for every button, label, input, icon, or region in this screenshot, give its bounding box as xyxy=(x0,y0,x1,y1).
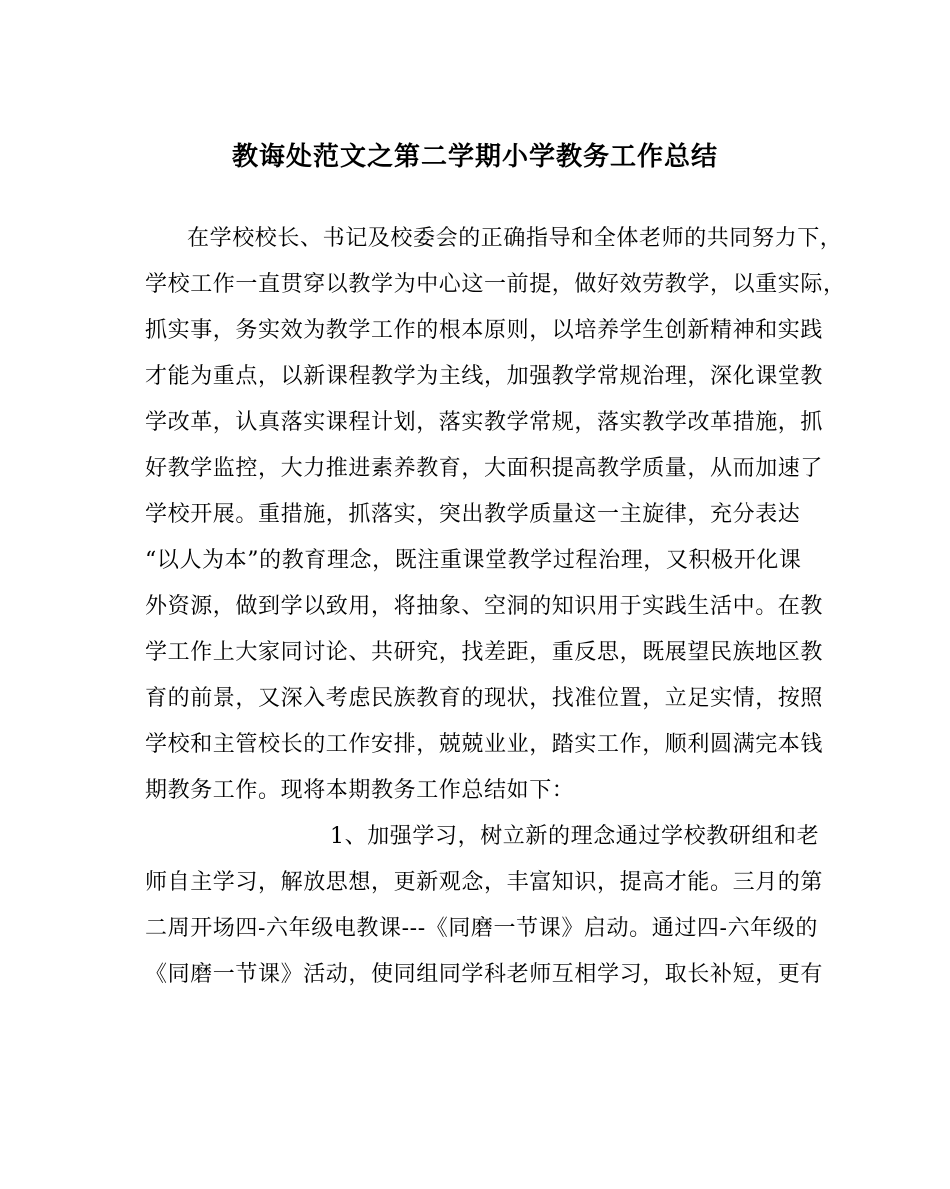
text-line: 抓实事，务实效为教学工作的根本原则，以培养学生创新精神和实践 xyxy=(145,318,824,343)
text-line: 学改革，认真落实课程计划，落实教学常规，落实教学改革措施，抓 xyxy=(145,410,824,435)
text-line: 《同磨一节课》活动，使同组同学科老师互相学习，取长补短，更有 xyxy=(145,962,824,987)
text-line: 外资源，做到学以致用，将抽象、空洞的知识用于实践生活中。在教 xyxy=(145,594,824,619)
body-text xyxy=(145,216,846,998)
text-line: 学校工作一直贯穿以教学为中心这一前提，做好效劳教学，以重实际， xyxy=(145,272,846,297)
text-line: 育的前景，又深入考虑民族教育的现状，找准位置，立足实情，按照 xyxy=(145,686,824,711)
text-line: 学校和主管校长的工作安排，兢兢业业，踏实工作，顺利圆满完本钱 xyxy=(145,732,824,757)
text-line: 师自主学习，解放思想，更新观念，丰富知识，提高才能。三月的第 xyxy=(145,870,824,895)
text-line: 在学校校长、书记及校委会的正确指导和全体老师的共同努力下， xyxy=(187,226,843,251)
page-title: 教诲处范文之第二学期小学教务工作总结 xyxy=(231,142,718,172)
section-heading-line: 1、加强学习，树立新的理念通过学校教研组和老 xyxy=(330,824,820,849)
text-line: 学工作上大家同讨论、共研究，找差距，重反思，既展望民族地区教 xyxy=(145,640,824,665)
text-line: 期教务工作。现将本期教务工作总结如下： xyxy=(145,778,575,803)
text-line: 才能为重点，以新课程教学为主线，加强教学常规治理，深化课堂教 xyxy=(145,364,824,389)
text-line: 二周开场四-六年级电教课---《同磨一节课》启动。通过四-六年级的 xyxy=(145,916,818,941)
text-line: 好教学监控，大力推进素养教育，大面积提高教学质量，从而加速了 xyxy=(145,456,824,481)
text-line: “以人为本”的教育理念，既注重课堂教学过程治理，又积极开化课 xyxy=(145,548,802,573)
text-line: 学校开展。重措施，抓落实，突出教学质量这一主旋律，充分表达 xyxy=(145,502,801,527)
